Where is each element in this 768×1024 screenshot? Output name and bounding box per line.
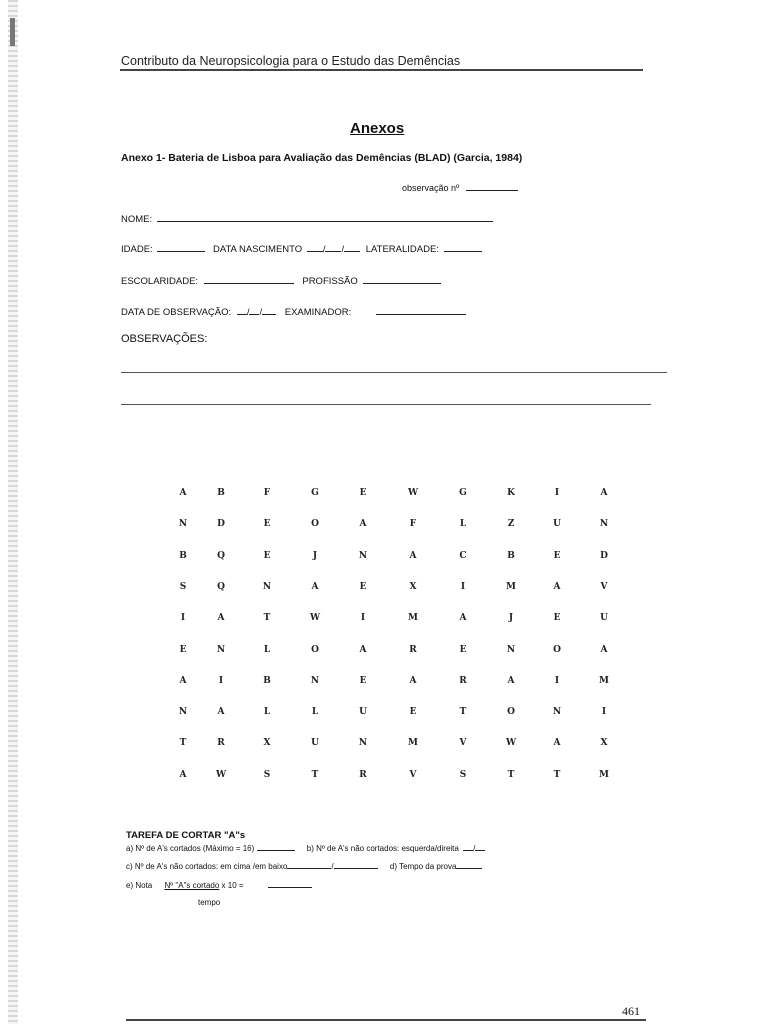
task-a-blank[interactable] — [257, 842, 295, 851]
grid-letter[interactable]: L — [459, 519, 467, 529]
task-a-label: a) Nº de A's cortados (Máximo = 16) — [126, 844, 255, 853]
task-e-numerator: Nº "A"s cortado — [164, 881, 220, 890]
grid-letter[interactable]: A — [359, 519, 367, 529]
idade-label: IDADE: — [121, 244, 153, 255]
grid-letter[interactable]: I — [554, 488, 560, 498]
task-c-bottom-blank[interactable] — [334, 860, 378, 869]
grid-letter[interactable]: N — [262, 582, 272, 592]
grid-letter[interactable]: C — [459, 551, 467, 561]
task-row-c — [126, 860, 482, 871]
grid-letter[interactable]: M — [599, 676, 609, 686]
observacoes-label: OBSERVAÇÕES: — [121, 333, 208, 345]
page-number: 461 — [622, 1004, 640, 1018]
grid-letter[interactable]: V — [459, 738, 467, 748]
grid-letter[interactable]: G — [459, 488, 467, 498]
task-row-a — [126, 842, 485, 853]
footer-rule — [126, 1019, 646, 1021]
task-d-label: d) Tempo da prova — [389, 862, 457, 871]
profissao-label: PROFISSÃO — [302, 276, 358, 287]
observacoes-line-2[interactable] — [121, 404, 651, 405]
grid-letter[interactable]: M — [408, 738, 418, 748]
grid-letter[interactable]: A — [179, 488, 187, 498]
grid-letter[interactable]: A — [311, 582, 319, 592]
examinador-label: EXAMINADOR: — [284, 307, 352, 318]
task-c-top-blank[interactable] — [287, 860, 334, 871]
grid-letter[interactable]: T — [263, 613, 271, 623]
grid-letter[interactable]: N — [310, 676, 320, 686]
grid-letter[interactable]: R — [359, 770, 367, 780]
grid-letter[interactable]: N — [216, 645, 226, 655]
grid-letter[interactable]: W — [215, 770, 227, 780]
grid-letter[interactable]: Q — [217, 551, 225, 561]
observacoes-line-1[interactable] — [121, 372, 667, 373]
grid-letter[interactable]: G — [311, 488, 319, 498]
running-header: Contributo da Neuropsicologia para o Estudo das Demências — [121, 54, 461, 68]
grid-letter[interactable]: J — [508, 613, 514, 623]
grid-letter[interactable]: K — [507, 488, 515, 498]
grid-letter[interactable]: V — [409, 770, 417, 780]
nome-label: NOME: — [121, 214, 153, 225]
idade-row — [121, 241, 482, 255]
nascimento-day-blank[interactable] — [307, 241, 323, 252]
observacao-day-blank[interactable] — [237, 304, 247, 315]
grid-letter[interactable]: X — [600, 738, 608, 748]
grid-letter[interactable]: A — [553, 582, 561, 592]
grid-letter[interactable]: I — [460, 582, 466, 592]
grid-letter[interactable]: R — [459, 676, 467, 686]
grid-letter[interactable]: W — [309, 613, 321, 623]
header-rule — [120, 69, 643, 71]
grid-letter[interactable]: O — [311, 519, 319, 529]
page-title: Anexos — [350, 120, 405, 137]
grid-letter[interactable]: D — [600, 551, 608, 561]
slash: / — [341, 244, 345, 255]
grid-letter[interactable]: I — [360, 613, 366, 623]
grid-letter[interactable]: I — [601, 707, 607, 717]
task-b-label: b) Nº de A's não cortados: esquerda/direita — [306, 844, 459, 853]
grid-letter[interactable]: B — [179, 551, 187, 561]
grid-letter[interactable]: A — [359, 645, 367, 655]
grid-letter[interactable]: O — [553, 645, 561, 655]
grid-letter[interactable]: B — [507, 551, 515, 561]
data-observacao-row — [121, 304, 466, 318]
grid-letter[interactable]: J — [312, 551, 318, 561]
nome-field — [121, 211, 493, 225]
task-c-slash: / — [331, 862, 334, 871]
observacao-label: observação nº — [402, 183, 460, 193]
grid-letter[interactable]: V — [600, 582, 608, 592]
grid-letter[interactable]: N — [178, 519, 188, 529]
grid-letter[interactable]: N — [599, 519, 609, 529]
grid-letter[interactable]: I — [218, 676, 224, 686]
examinador-blank[interactable] — [376, 304, 466, 315]
task-e-times: x 10 = — [221, 881, 244, 890]
grid-letter[interactable]: T — [459, 707, 467, 717]
grid-letter[interactable]: R — [217, 738, 225, 748]
scan-edge — [8, 0, 18, 1024]
grid-letter[interactable]: E — [179, 645, 187, 655]
nascimento-month-blank[interactable] — [325, 241, 341, 252]
observacao-month-blank[interactable] — [249, 304, 259, 315]
lateralidade-blank[interactable] — [444, 241, 482, 252]
profissao-blank[interactable] — [363, 273, 441, 284]
observacao-year-blank[interactable] — [262, 304, 276, 315]
grid-letter[interactable]: U — [311, 738, 319, 748]
grid-letter[interactable]: E — [459, 645, 467, 655]
grid-letter[interactable]: A — [217, 707, 225, 717]
task-d-blank[interactable] — [456, 860, 482, 869]
grid-letter[interactable]: N — [506, 645, 516, 655]
grid-letter[interactable]: M — [599, 770, 609, 780]
slash: / — [259, 307, 263, 318]
grid-letter[interactable]: F — [263, 488, 271, 498]
escolaridade-blank[interactable] — [204, 273, 294, 284]
grid-letter[interactable]: A — [600, 488, 608, 498]
grid-letter[interactable]: O — [311, 645, 319, 655]
grid-letter[interactable]: F — [409, 519, 417, 529]
grid-letter[interactable]: A — [217, 613, 225, 623]
nome-blank[interactable] — [157, 211, 493, 222]
grid-letter[interactable]: W — [407, 488, 419, 498]
grid-letter[interactable]: M — [506, 582, 516, 592]
grid-letter[interactable]: S — [459, 770, 467, 780]
nascimento-year-blank[interactable] — [344, 241, 360, 252]
grid-letter[interactable]: A — [179, 676, 187, 686]
grid-letter[interactable]: L — [263, 645, 271, 655]
grid-letter[interactable]: E — [359, 488, 367, 498]
grid-letter[interactable]: N — [552, 707, 562, 717]
grid-letter[interactable]: E — [359, 582, 367, 592]
slash: / — [322, 244, 326, 255]
grid-letter[interactable]: I — [554, 676, 560, 686]
grid-letter[interactable]: R — [409, 645, 417, 655]
grid-letter[interactable]: I — [180, 613, 186, 623]
grid-letter[interactable]: T — [311, 770, 319, 780]
grid-letter[interactable]: E — [263, 551, 271, 561]
grid-letter[interactable]: X — [409, 582, 417, 592]
data-observacao-label: DATA DE OBSERVAÇÃO: — [121, 307, 232, 318]
lateralidade-label: LATERALIDADE: — [365, 244, 439, 255]
grid-letter[interactable]: E — [263, 519, 271, 529]
grid-letter[interactable]: A — [459, 613, 467, 623]
annex-subtitle: Anexo 1- Bateria de Lisboa para Avaliação das Demências (BLAD) (Garcia, 1984) — [121, 152, 523, 164]
grid-letter[interactable]: L — [263, 707, 271, 717]
task-row-e — [126, 879, 312, 890]
grid-letter[interactable]: E — [553, 551, 561, 561]
idade-blank[interactable] — [157, 241, 205, 252]
grid-letter[interactable]: N — [358, 738, 368, 748]
grid-letter[interactable]: S — [263, 770, 271, 780]
grid-letter[interactable]: A — [553, 738, 561, 748]
grid-letter[interactable]: X — [263, 738, 271, 748]
grid-letter[interactable]: B — [217, 488, 225, 498]
data-nascimento-label: DATA NASCIMENTO — [212, 244, 303, 255]
task-e-denominator: tempo — [198, 898, 221, 907]
grid-letter[interactable]: B — [263, 676, 271, 686]
grid-letter[interactable]: E — [359, 676, 367, 686]
grid-letter[interactable]: D — [217, 519, 225, 529]
grid-letter[interactable]: U — [600, 613, 608, 623]
grid-letter[interactable]: T — [507, 770, 515, 780]
grid-letter[interactable]: U — [359, 707, 367, 717]
grid-letter[interactable]: Q — [217, 582, 225, 592]
task-b-right-blank[interactable] — [475, 842, 485, 851]
task-b-slash: / — [473, 844, 476, 853]
grid-letter[interactable]: A — [409, 676, 417, 686]
task-e-blank[interactable] — [268, 879, 312, 888]
grid-letter[interactable]: A — [507, 676, 515, 686]
grid-letter[interactable]: O — [507, 707, 515, 717]
grid-letter[interactable]: W — [505, 738, 517, 748]
escolaridade-label: ESCOLARIDADE: — [121, 276, 199, 287]
grid-letter[interactable]: Z — [507, 519, 515, 529]
observacao-field — [402, 180, 518, 193]
grid-letter[interactable]: E — [553, 613, 561, 623]
grid-letter[interactable]: N — [178, 707, 188, 717]
observacao-blank[interactable] — [466, 180, 518, 191]
grid-letter[interactable]: S — [179, 582, 187, 592]
grid-letter[interactable]: A — [179, 770, 187, 780]
grid-letter[interactable]: N — [358, 551, 368, 561]
grid-letter[interactable]: L — [311, 707, 319, 717]
scan-mark — [10, 18, 15, 46]
escolaridade-row — [121, 273, 441, 287]
grid-letter[interactable]: M — [408, 613, 418, 623]
task-e-label: e) Nota — [126, 881, 153, 890]
task-b-left-blank[interactable] — [463, 842, 476, 853]
grid-letter[interactable]: A — [600, 645, 608, 655]
grid-letter[interactable]: T — [179, 738, 187, 748]
slash: / — [246, 307, 250, 318]
grid-letter[interactable]: U — [553, 519, 561, 529]
task-c-label: c) Nº de A's não cortados: em cima /em baixo — [126, 862, 288, 871]
grid-letter[interactable]: A — [409, 551, 417, 561]
grid-letter[interactable]: E — [409, 707, 417, 717]
task-title: TAREFA DE CORTAR "A"s — [126, 830, 246, 841]
grid-letter[interactable]: T — [553, 770, 561, 780]
